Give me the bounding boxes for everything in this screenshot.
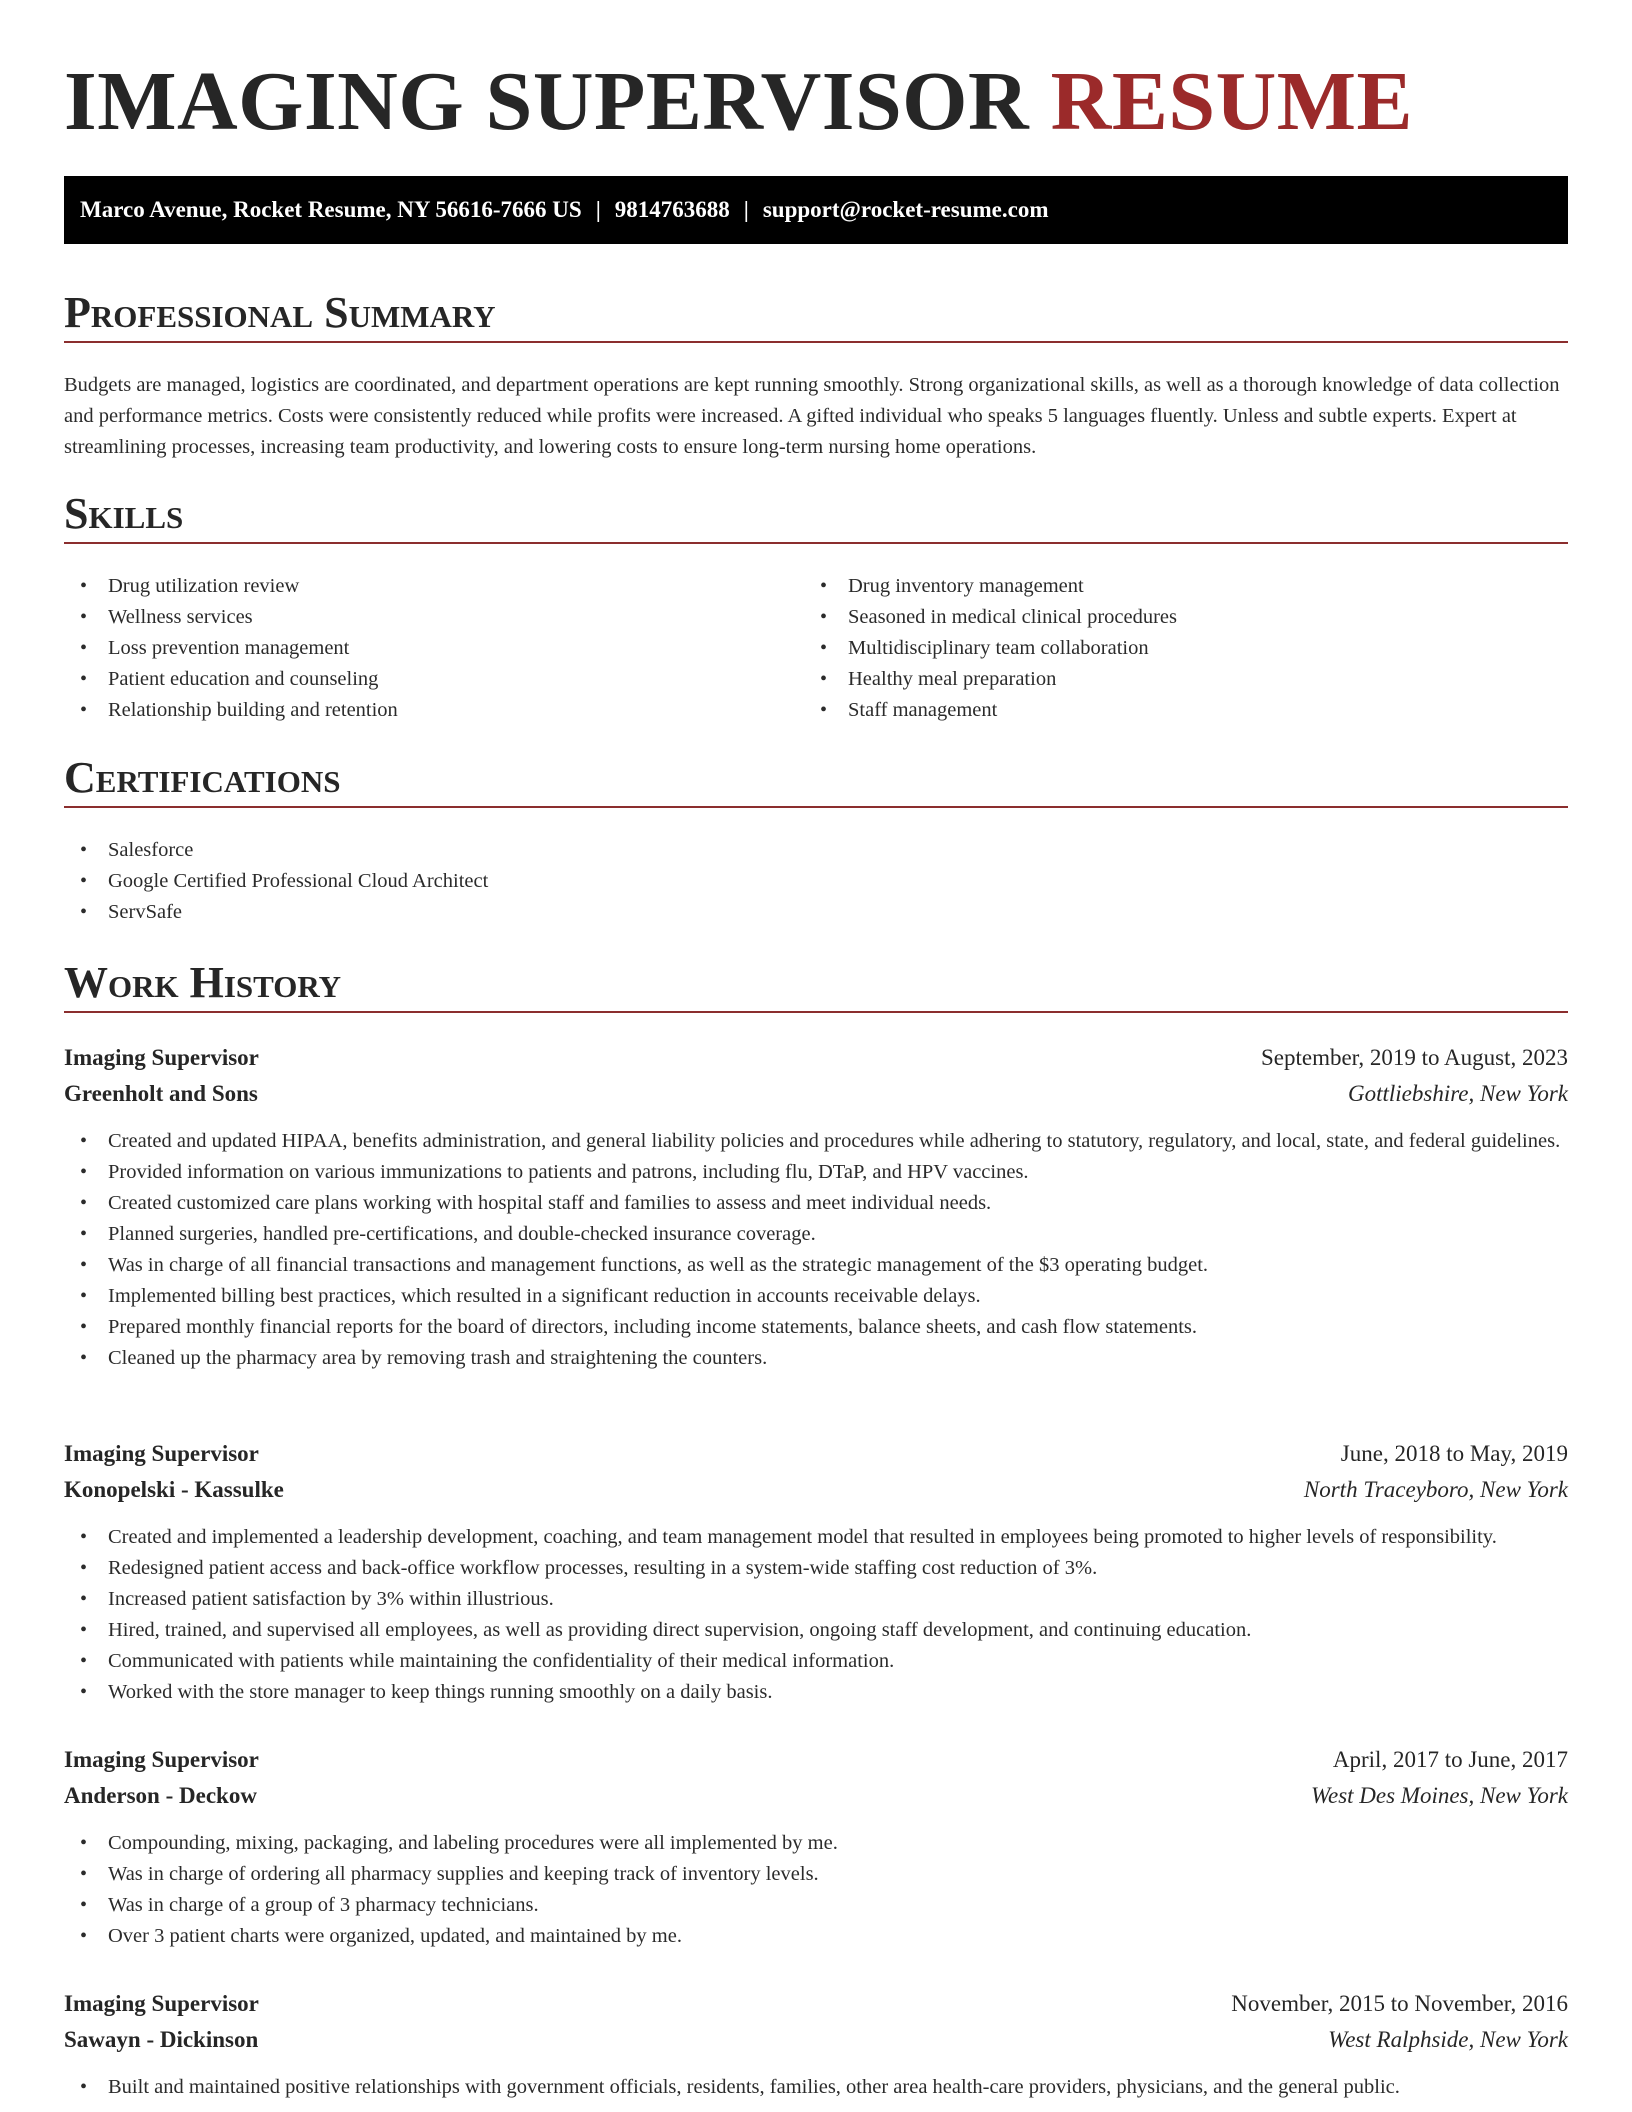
job-company: Greenholt and Sons (64, 1081, 258, 1106)
duty-item: • Was in charge of a group of 3 pharmacy technicians. (64, 1890, 1568, 1921)
job-duties (64, 2072, 1568, 2103)
job-location: Gottliebshire, New York (1347, 1081, 1568, 1106)
duty-item: • Communicated with patients while maintaining the confidentiality of their medical information. (64, 1646, 1568, 1677)
job-location: West Ralphside, New York (1328, 2027, 1568, 2052)
job-duties (64, 1522, 1568, 1708)
job-entry (64, 1986, 1568, 2103)
skill-item: • Loss prevention management (64, 633, 764, 664)
skills-list-right (804, 571, 1504, 726)
skill-item: • Wellness services (64, 602, 764, 633)
job-title: Imaging Supervisor (64, 1441, 259, 1466)
duty-item: • Created customized care plans working with hospital staff and families to assess and meet individual needs. (64, 1188, 1568, 1219)
job-location: West Des Moines, New York (1310, 1783, 1568, 1808)
skill-item: • Healthy meal preparation (804, 664, 1504, 695)
duty-item: • Worked with the store manager to keep things running smoothly on a daily basis. (64, 1677, 1568, 1708)
job-title: Imaging Supervisor (64, 1747, 259, 1772)
certification-item: • Salesforce (64, 835, 1568, 866)
certification-item: • Google Certified Professional Cloud Architect (64, 866, 1568, 897)
job-duties (64, 1828, 1568, 1952)
job-title: Imaging Supervisor (64, 1991, 259, 2016)
job-dates: April, 2017 to June, 2017 (1332, 1747, 1568, 1772)
duty-item: • Redesigned patient access and back-office workflow processes, resulting in a system-wide staffing cost reduction of 3%. (64, 1553, 1568, 1584)
job-company: Konopelski - Kassulke (64, 1477, 284, 1502)
job-company: Sawayn - Dickinson (64, 2027, 259, 2052)
resume-title (64, 52, 1413, 152)
duty-item: • Created and updated HIPAA, benefits administration, and general liability policies and procedures while adhering to statutory, regulatory, and local, state, and federal guidelines. (64, 1126, 1568, 1157)
certification-item: • ServSafe (64, 897, 1568, 928)
job-entry (64, 1742, 1568, 1952)
job-dates: November, 2015 to November, 2016 (1231, 1991, 1568, 2016)
duty-item: • Increased patient satisfaction by 3% within illustrious. (64, 1584, 1568, 1615)
summary-heading: Professional Summary (64, 285, 1568, 343)
title-accent: RESUME (1050, 55, 1414, 148)
job-entry (64, 1040, 1568, 1374)
duty-item: • Prepared monthly financial reports for the board of directors, including income statements, balance sheets, and cash flow statements. (64, 1312, 1568, 1343)
contact-phone: 9814763688 (614, 197, 730, 222)
job-entry (64, 1436, 1568, 1708)
duty-item: • Created and implemented a leadership development, coaching, and team management model that resulted in employees being promoted to higher levels of responsibility. (64, 1522, 1568, 1553)
duty-item: • Hired, trained, and supervised all employees, as well as providing direct supervision, ongoing staff development, and continuing education. (64, 1615, 1568, 1646)
duty-item: • Cleaned up the pharmacy area by removing trash and straightening the counters. (64, 1343, 1568, 1374)
skill-item: • Seasoned in medical clinical procedures (804, 602, 1504, 633)
contact-bar (64, 176, 1568, 244)
contact-address: Marco Avenue, Rocket Resume, NY 56616-7666 US (80, 197, 582, 222)
skill-item: • Drug utilization review (64, 571, 764, 602)
contact-separator: | (595, 197, 601, 222)
duty-item: • Compounding, mixing, packaging, and labeling procedures were all implemented by me. (64, 1828, 1568, 1859)
contact-separator: | (743, 197, 749, 222)
contact-email[interactable]: support@rocket-resume.com (762, 197, 1049, 222)
skills-heading: Skills (64, 486, 1568, 544)
title-main: IMAGING SUPERVISOR (64, 55, 1030, 148)
job-dates: June, 2018 to May, 2019 (1340, 1441, 1568, 1466)
certifications-heading: Certifications (64, 750, 1568, 808)
duty-item: • Built and maintained positive relationships with government officials, residents, families, other area health-care providers, physicians, and the general public. (64, 2072, 1568, 2103)
duty-item: • Was in charge of all financial transactions and management functions, as well as the strategic management of the $3 operating budget. (64, 1250, 1568, 1281)
skill-item: • Patient education and counseling (64, 664, 764, 695)
summary-text: Budgets are managed, logistics are coordinated, and department operations are kept running smoothly. Strong organizational skills, as well as a thorough knowledge of data collection and performance metrics. Costs were consistently reduced while profits were increased. A gifted individual who speaks 5 languages fluently. Unless and subtle experts. Expert at streamlining processes, increasing team productivity, and lowering costs to ensure long-term nursing home operations. (64, 374, 1560, 458)
certifications-list (64, 835, 1568, 928)
job-title: Imaging Supervisor (64, 1045, 259, 1070)
job-location: North Traceyboro, New York (1303, 1477, 1568, 1502)
duty-item: • Planned surgeries, handled pre-certifications, and double-checked insurance coverage. (64, 1219, 1568, 1250)
duty-item: • Over 3 patient charts were organized, updated, and maintained by me. (64, 1921, 1568, 1952)
skill-item: • Multidisciplinary team collaboration (804, 633, 1504, 664)
duty-item: • Was in charge of ordering all pharmacy supplies and keeping track of inventory levels. (64, 1859, 1568, 1890)
job-dates: September, 2019 to August, 2023 (1260, 1045, 1568, 1070)
job-company: Anderson - Deckow (64, 1783, 257, 1808)
skills-list-left (64, 571, 764, 726)
duty-item: • Implemented billing best practices, which resulted in a significant reduction in accounts receivable delays. (64, 1281, 1568, 1312)
work-history-heading: Work History (64, 955, 1568, 1013)
duty-item: • Provided information on various immunizations to patients and patrons, including flu, DTaP, and HPV vaccines. (64, 1157, 1568, 1188)
skill-item: • Staff management (804, 695, 1504, 726)
skill-item: • Relationship building and retention (64, 695, 764, 726)
skill-item: • Drug inventory management (804, 571, 1504, 602)
job-duties (64, 1126, 1568, 1374)
